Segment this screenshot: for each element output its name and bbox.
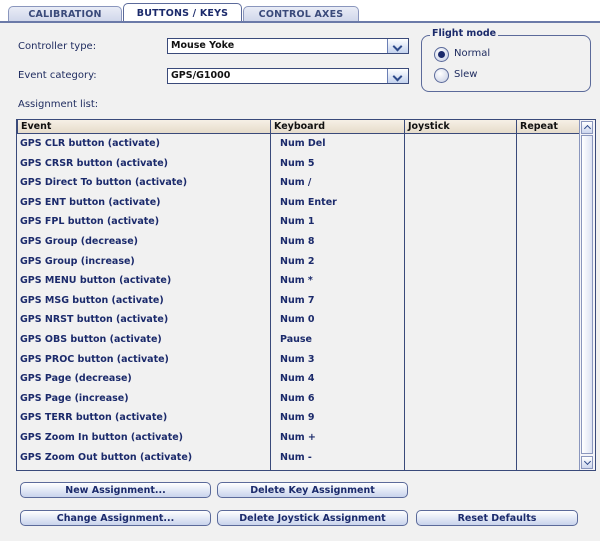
table-row[interactable] (17, 232, 580, 252)
keyboard-cell: Num 7 (280, 294, 315, 306)
keyboard-cell: Num / (280, 177, 312, 189)
event-cell: GPS Group (increase) (20, 255, 135, 267)
table-row[interactable] (17, 448, 580, 468)
column-header-keyboard[interactable]: Keyboard (270, 120, 405, 134)
tab-calibration[interactable]: CALIBRATION (8, 6, 122, 22)
flight-mode-group (421, 28, 591, 92)
event-cell: GPS Page (increase) (20, 392, 129, 404)
slew-radio[interactable] (434, 68, 449, 83)
keyboard-cell: Num 6 (280, 392, 315, 404)
column-header-joystick[interactable]: Joystick (404, 120, 517, 134)
keyboard-cell: Pause (280, 334, 312, 345)
scrollbar-thumb[interactable] (581, 135, 593, 454)
chevron-down-icon[interactable] (387, 69, 408, 83)
event-cell: GPS TERR button (activate) (20, 412, 168, 424)
scroll-down-arrow-icon[interactable] (581, 456, 593, 469)
tab-bar (0, 0, 600, 22)
keyboard-cell: Num 9 (280, 412, 315, 424)
column-header-event[interactable]: Event (17, 120, 271, 134)
event-category-label: Event category: (18, 70, 97, 81)
table-row[interactable] (17, 310, 580, 330)
delete-joystick-assignment-button[interactable]: Delete Joystick Assignment (217, 510, 408, 526)
assignment-list-label: Assignment list: (18, 99, 99, 110)
keyboard-cell: Num - (280, 451, 312, 463)
new-assignment-button[interactable]: New Assignment... (20, 482, 211, 498)
keyboard-cell: Num 0 (280, 314, 315, 326)
chevron-down-icon[interactable] (387, 39, 408, 53)
controller-type-label: Controller type: (18, 41, 97, 52)
event-category-value: GPS/G1000 (171, 70, 231, 81)
event-cell: GPS MENU button (activate) (20, 275, 172, 287)
controller-type-select[interactable] (167, 38, 409, 54)
delete-key-assignment-button[interactable]: Delete Key Assignment (217, 482, 408, 498)
keyboard-cell: Num 5 (280, 157, 315, 169)
flight-mode-title: Flight mode (432, 28, 497, 39)
table-row[interactable] (17, 408, 580, 428)
normal-radio-label[interactable]: Normal (454, 48, 491, 59)
buttons-keys-panel (0, 23, 600, 541)
table-row[interactable] (17, 252, 580, 272)
table-row[interactable] (17, 212, 580, 232)
tab-control-axes[interactable]: CONTROL AXES (243, 6, 359, 22)
keyboard-cell: Num + (280, 432, 316, 443)
event-cell: GPS CRSR button (activate) (20, 157, 169, 169)
table-row[interactable] (17, 369, 580, 389)
event-cell: GPS NRST button (activate) (20, 314, 169, 326)
change-assignment-button[interactable]: Change Assignment... (20, 510, 211, 526)
controller-type-value: Mouse Yoke (171, 40, 235, 51)
column-header-repeat[interactable]: Repeat (516, 120, 580, 134)
normal-radio[interactable] (434, 47, 449, 62)
event-cell: GPS CLR button (activate) (20, 138, 160, 149)
tab-buttons-keys[interactable]: BUTTONS / KEYS (123, 3, 242, 23)
slew-radio-label[interactable]: Slew (454, 69, 478, 80)
event-cell: GPS Group (decrease) (20, 236, 138, 247)
table-row[interactable] (17, 428, 580, 448)
event-cell: GPS Zoom Out button (activate) (20, 451, 193, 463)
table-row[interactable] (17, 389, 580, 409)
event-category-select[interactable] (167, 68, 409, 84)
keyboard-cell: Num 4 (280, 373, 315, 385)
table-row[interactable] (17, 173, 580, 193)
table-row[interactable] (17, 330, 580, 350)
event-cell: GPS PROC button (activate) (20, 353, 169, 365)
keyboard-cell: Num 1 (280, 216, 315, 228)
keyboard-cell: Num 3 (280, 353, 315, 365)
event-cell: GPS Direct To button (activate) (20, 177, 188, 189)
scroll-up-arrow-icon[interactable] (581, 121, 593, 134)
keyboard-cell: Num * (280, 275, 313, 287)
event-cell: GPS FPL button (activate) (20, 216, 160, 228)
table-row[interactable] (17, 193, 580, 213)
table-header (17, 120, 580, 134)
event-cell: GPS Page (decrease) (20, 373, 132, 385)
event-cell: GPS OBS button (activate) (20, 334, 162, 345)
keyboard-cell: Num 8 (280, 236, 315, 247)
event-cell: GPS ENT button (activate) (20, 196, 161, 208)
reset-defaults-button[interactable]: Reset Defaults (416, 510, 578, 526)
table-row[interactable] (17, 291, 580, 311)
assignment-table (16, 119, 596, 471)
table-row[interactable] (17, 134, 580, 154)
table-row[interactable] (17, 154, 580, 174)
keyboard-cell: Num 2 (280, 255, 315, 267)
keyboard-cell: Num Del (280, 138, 326, 149)
event-cell: GPS MSG button (activate) (20, 294, 164, 306)
table-row[interactable] (17, 350, 580, 370)
table-row[interactable] (17, 271, 580, 291)
keyboard-cell: Num Enter (280, 196, 337, 208)
event-cell: GPS Zoom In button (activate) (20, 432, 184, 443)
vertical-scrollbar[interactable] (579, 120, 595, 470)
